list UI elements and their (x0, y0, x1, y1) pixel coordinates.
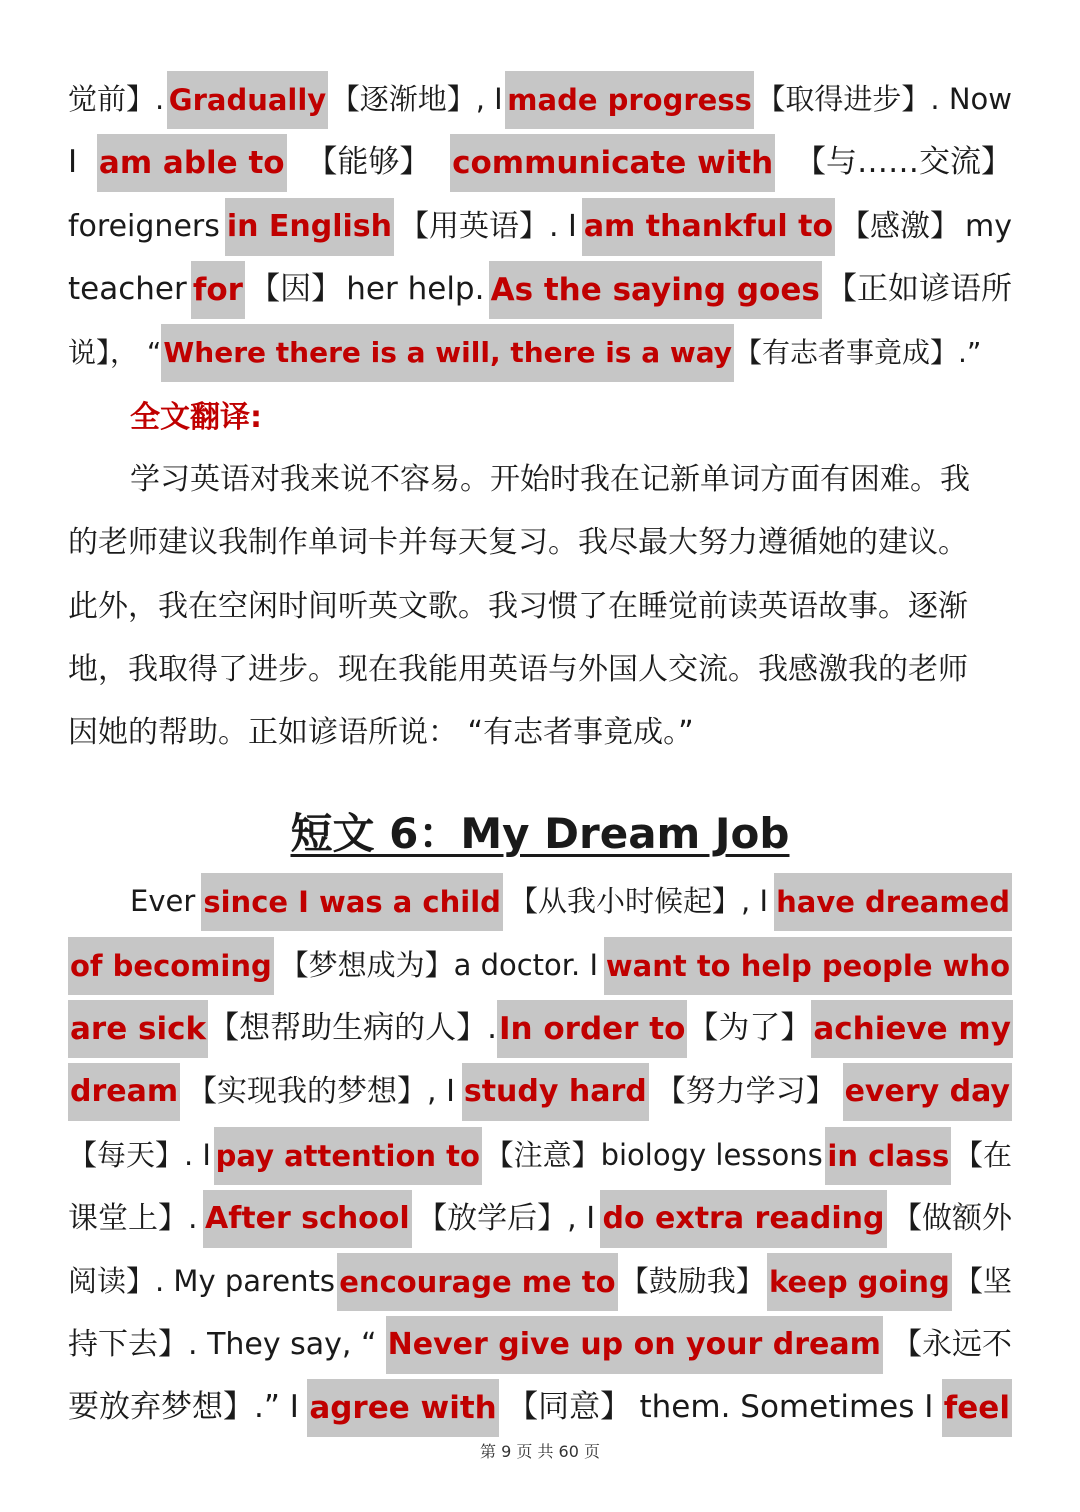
text-segment: her help. (346, 271, 485, 307)
text-segment: Ever (130, 884, 196, 918)
text-segment: them. Sometimes I (639, 1389, 934, 1425)
text-segment: 【想帮助生病的人】. (208, 1010, 497, 1046)
translation-heading: 全文翻译: (130, 400, 262, 435)
text-segment: 课堂上】. (68, 1201, 198, 1236)
text-segment: 要放弃梦想】.” I (68, 1389, 299, 1425)
text-line (68, 258, 1012, 321)
text-segment: 【取得进步】. Now (756, 82, 1012, 116)
text-segment: 【因】 (249, 271, 343, 307)
text-segment: 【为了】 (687, 1010, 812, 1046)
highlighted-phrase: in English (225, 198, 394, 256)
highlighted-phrase: am able to (97, 134, 287, 192)
highlighted-phrase: Gradually (167, 71, 328, 129)
highlighted-phrase: are sick (68, 1000, 208, 1058)
text-segment: 【永远不 (891, 1327, 1012, 1362)
text-segment: 【注意】biology lessons (484, 1138, 823, 1172)
text-segment: foreigners (68, 209, 220, 244)
text-line (68, 1124, 1012, 1187)
text-segment: teacher (68, 271, 187, 307)
text-segment: 【同意】 (507, 1389, 632, 1425)
highlighted-phrase: In order to (497, 1000, 687, 1058)
highlighted-phrase: feel (942, 1379, 1012, 1437)
translation-line: 因她的帮助。正如谚语所说： “有志者事竟成。” (68, 715, 694, 750)
highlighted-phrase: Never give up on your dream (386, 1316, 883, 1374)
highlighted-phrase: do extra reading (600, 1190, 886, 1248)
text-line (68, 195, 1012, 258)
translation-line: 此外，我在空闲时间听英文歌。我习惯了在睡觉前读英语故事。逐渐 (68, 589, 968, 624)
text-segment: my (964, 209, 1012, 244)
text-line (68, 997, 1012, 1060)
text-segment: 【从我小时候起】, I (509, 884, 769, 918)
text-segment: 【努力学习】 (655, 1074, 836, 1109)
page-footer: 第 9 页 共 60 页 (480, 1442, 600, 1461)
text-segment: 阅读】. My parents (68, 1264, 336, 1298)
text-line (68, 1187, 1012, 1250)
text-segment: 【逐渐地】, I (330, 82, 503, 116)
text-segment: 【放学后】, I (417, 1201, 596, 1236)
text-segment: 【感激】 (840, 209, 961, 244)
translation-line: 学习英语对我来说不容易。开始时我在记新单词方面有困难。我 (130, 462, 970, 497)
text-segment: I (68, 144, 78, 180)
text-line (68, 934, 1012, 997)
text-segment: 说】， “ (68, 336, 162, 369)
highlighted-phrase: made progress (505, 71, 754, 129)
text-segment: 【梦想成为】a doctor. I (279, 948, 599, 982)
text-segment: 【实现我的梦想】, I (187, 1074, 455, 1109)
highlighted-phrase: of becoming (68, 937, 274, 995)
highlighted-phrase: for (191, 261, 245, 319)
highlighted-phrase: agree with (307, 1379, 498, 1437)
highlighted-phrase: study hard (462, 1063, 649, 1121)
text-line (68, 1313, 1012, 1376)
text-line (68, 1060, 1012, 1123)
text-line (68, 1250, 1012, 1313)
text-segment: 【在 (953, 1138, 1012, 1172)
highlighted-phrase: pay attention to (214, 1127, 482, 1185)
highlighted-phrase: have dreamed (774, 873, 1012, 931)
highlighted-phrase: achieve my (811, 1000, 1013, 1058)
text-segment: 【与……交流】 (794, 144, 1012, 180)
text-segment: 【有志者事竟成】.” (734, 336, 982, 369)
text-segment: 【正如谚语所 (826, 271, 1012, 307)
text-segment: 【坚 (953, 1264, 1012, 1298)
text-segment: 【能够】 (306, 144, 431, 180)
text-line (68, 68, 1012, 131)
highlighted-phrase: in class (825, 1127, 951, 1185)
highlighted-phrase: communicate with (450, 134, 775, 192)
highlighted-phrase: every day (843, 1063, 1012, 1121)
section-title-text: 短文 6：My Dream Job (290, 809, 790, 858)
highlighted-phrase: want to help people who (604, 937, 1012, 995)
text-line (68, 1376, 1012, 1439)
text-line (68, 870, 1012, 933)
highlighted-phrase: am thankful to (582, 198, 835, 256)
section-title (0, 798, 1080, 870)
text-segment: 【做额外 (891, 1201, 1012, 1236)
text-segment: 持下去】. They say, “ (68, 1327, 377, 1362)
highlighted-phrase: encourage me to (337, 1253, 617, 1311)
text-line (68, 131, 1012, 194)
highlighted-phrase: After school (203, 1190, 412, 1248)
highlighted-phrase: Where there is a will, there is a way (161, 324, 734, 382)
highlighted-phrase: dream (68, 1063, 180, 1121)
text-segment: 【用英语】. I (398, 209, 577, 244)
highlighted-phrase: keep going (767, 1253, 952, 1311)
highlighted-phrase: As the saying goes (489, 261, 822, 319)
translation-line: 的老师建议我制作单词卡并每天复习。我尽最大努力遵循她的建议。 (68, 525, 968, 560)
text-segment: 【每天】. I (68, 1138, 211, 1172)
translation-line: 地，我取得了进步。现在我能用英语与外国人交流。我感激我的老师 (68, 652, 968, 687)
highlighted-phrase: since I was a child (201, 873, 503, 931)
text-segment: 觉前】. (68, 82, 165, 116)
text-line (68, 321, 1012, 384)
text-segment: 【鼓励我】 (619, 1264, 765, 1298)
